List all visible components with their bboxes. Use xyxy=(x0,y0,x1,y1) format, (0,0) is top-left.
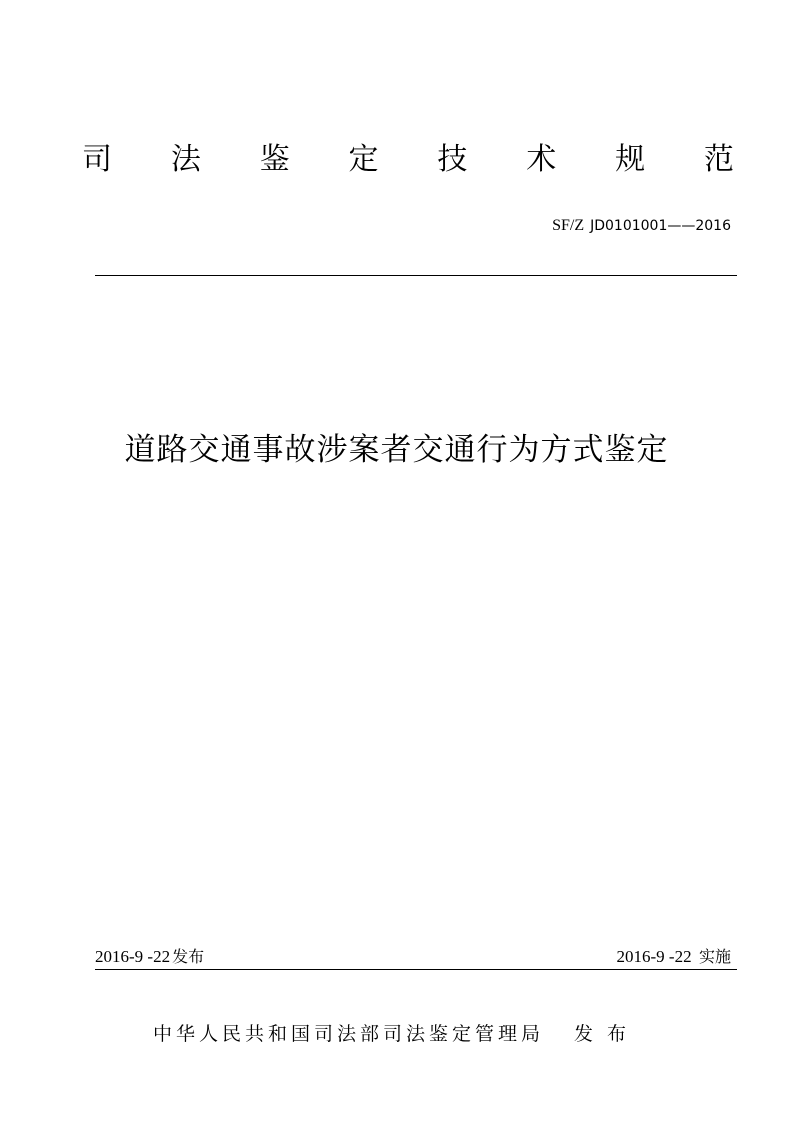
header-title-char: 法 xyxy=(170,142,201,177)
header-title-char: 定 xyxy=(348,142,379,177)
header-title xyxy=(82,138,734,182)
publisher-line xyxy=(0,1020,793,1048)
top-divider xyxy=(95,275,737,276)
effective-date-label: 实施 xyxy=(698,947,731,966)
effective-date-value: 2016-9 -22 xyxy=(616,947,692,966)
issue-date-value: 2016-9 -22 xyxy=(95,947,171,966)
effective-date xyxy=(617,945,732,969)
header-title-char: 鉴 xyxy=(259,142,290,177)
standard-code-prefix: SF/Z xyxy=(552,217,585,234)
publisher-name: 中华人民共和国司法部司法鉴定管理局 xyxy=(152,1023,544,1045)
standard-code xyxy=(552,214,731,237)
header-title-char: 术 xyxy=(526,142,557,177)
issue-date-label: 发布 xyxy=(172,947,205,966)
publisher-action: 发布 xyxy=(574,1023,641,1045)
document-title: 道路交通事故涉案者交通行为方式鉴定 xyxy=(124,432,669,468)
header-title-char: 技 xyxy=(437,142,468,177)
header-title-char: 规 xyxy=(615,142,646,177)
issue-date xyxy=(95,945,204,969)
bottom-divider xyxy=(95,969,737,970)
header-title-char: 司 xyxy=(82,142,112,177)
header-title-char: 范 xyxy=(703,142,734,177)
standard-code-number: JD0101001——2016 xyxy=(590,218,731,234)
